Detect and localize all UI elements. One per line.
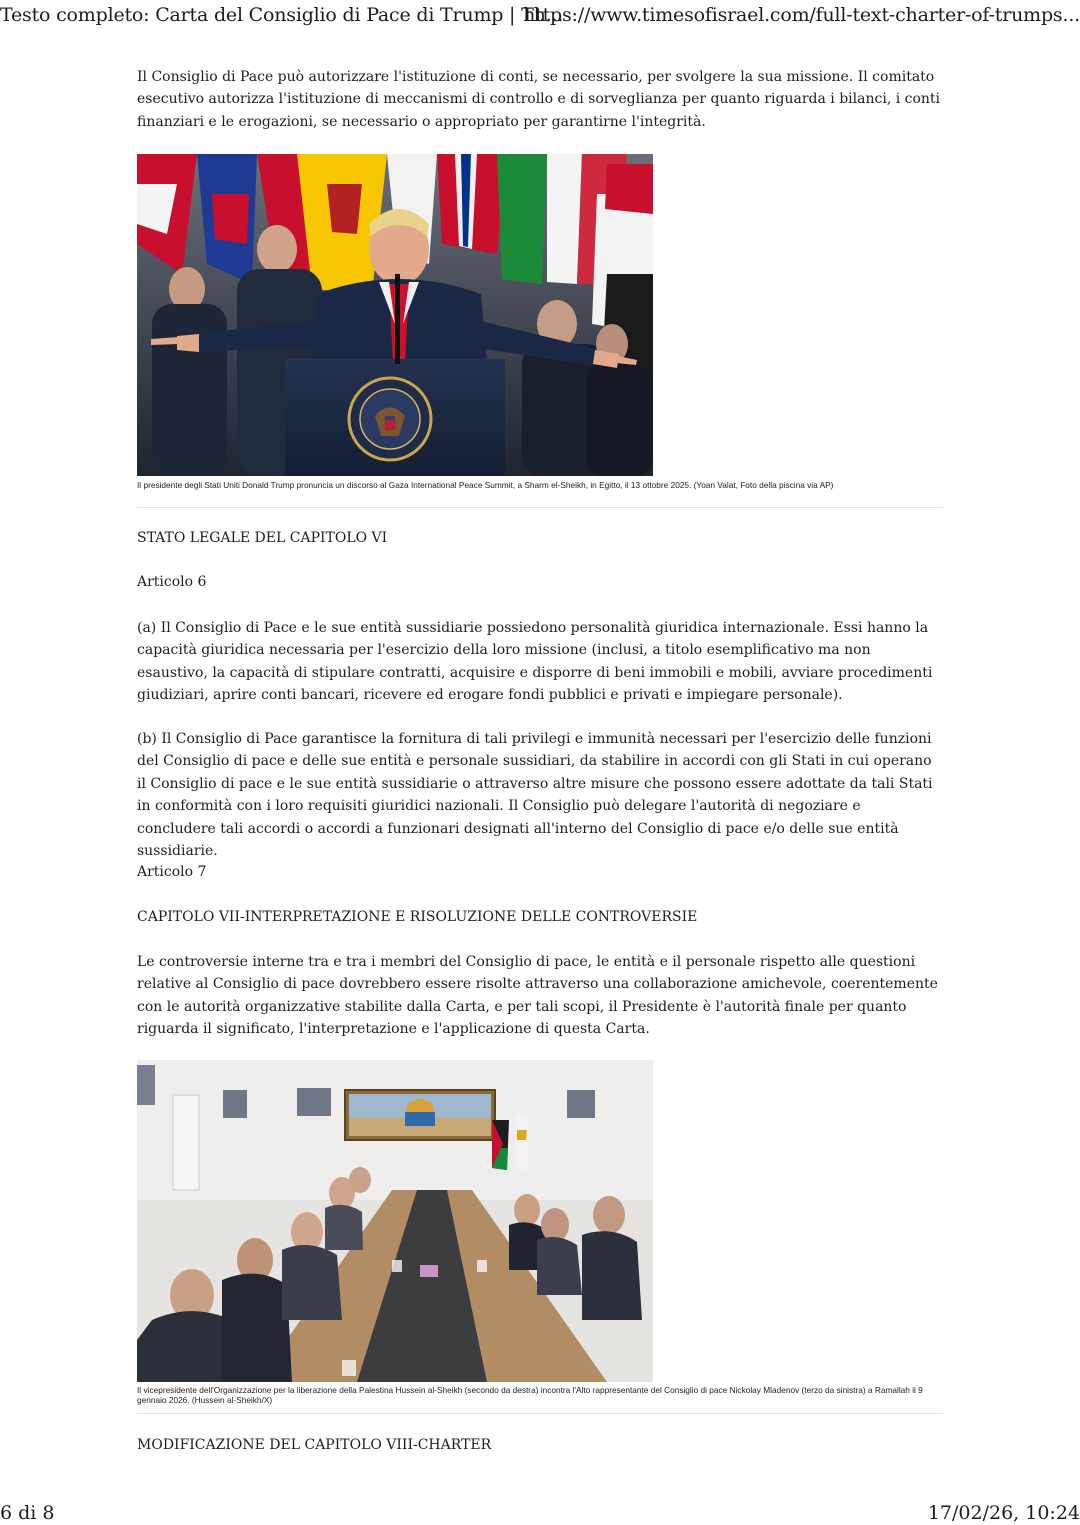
print-datetime: 17/02/26, 10:24: [927, 1502, 1080, 1524]
article-7-heading: Articolo 7: [137, 864, 207, 880]
caption-divider-2: [137, 1413, 943, 1414]
page-header-title: Testo completo: Carta del Consiglio di Pace di Trump | Th...: [0, 4, 564, 26]
photo-caption-2: Il vicepresidente dell'Organizzazione per la liberazione della Palestina Hussein al-Sheikh (secondo da destra) incontra l'Alto rappresentante del Consiglio di pace Nickolay Mladenov (terzo da sinistra) a Ramallah il 9 gennaio 2026. (Hussein al-Sheikh/X): [137, 1385, 923, 1405]
article-7-paragraph: Le controversie interne tra e tra i membri del Consiglio di pace, le entità e il personale rispetto alle questioni relative al Consiglio di pace dovrebbero essere risolte attraverso una collaborazione amichevole, coerentemente con le autorità organizzative stabilite dalla Carta, e per tali scopi, il Presidente è l'autorità finale per quanto riguarda il significato, l'interpretazione e l'applicazione di questa Carta.: [137, 954, 938, 1038]
photo-caption-1: Il presidente degli Stati Uniti Donald Trump pronuncia un discorso al Gaza International Peace Summit, a Sharm el-Sheikh, in Egitto, il 13 ottobre 2025. (Yoan Valat, Foto della piscina via AP): [137, 480, 834, 490]
dome-of-the-rock-painting: [345, 1090, 495, 1140]
article-6-heading: Articolo 6: [137, 574, 207, 590]
chapter-8-heading: MODIFICAZIONE DEL CAPITOLO VIII-CHARTER: [137, 1437, 492, 1453]
article-photo-trump-podium: [137, 154, 653, 476]
article-6-paragraph-b: (b) Il Consiglio di Pace garantisce la fornitura di tali privilegi e immunità necessari per l'esercizio delle funzioni del Consiglio di pace e delle sue entità e personale sussidiari, da stabilire in accordi con gli Stati in cui operano il Consiglio di pace e le sue entità sussidiarie o attraverso altre misure che possono essere adottate da tali Stati in conformità con i loro requisiti giuridici nazionali. Il Consiglio può delegare l'autorità di negoziare e concludere tali accordi o accordi a funzionari designati all'interno del Consiglio di pace e/o delle sue entità sussidiarie.: [137, 731, 933, 860]
page-number: 6 di 8: [0, 1502, 55, 1524]
page-header-url[interactable]: https://www.timesofisrael.com/full-text-charter-of-trumps...: [523, 4, 1080, 26]
presidential-seal-icon: [349, 378, 431, 460]
paragraph-accounts: Il Consiglio di Pace può autorizzare l'istituzione di conti, se necessario, per svolgere la sua missione. Il comitato esecutivo autorizza l'istituzione di meccanismi di controllo e di sorveglianza per quanto riguarda i bilanci, i conti finanziari e le erogazioni, se necessario o appropriato per garantirne l'integrità.: [137, 69, 941, 130]
article-photo-ramallah-meeting: [137, 1060, 653, 1382]
article-6-paragraph-a: (a) Il Consiglio di Pace e le sue entità sussidiarie possiedono personalità giuridica internazionale. Essi hanno la capacità giuridica necessaria per l'esercizio della loro missione (inclusi, a titolo esemplificativo ma non esaustivo, la capacità di stipulare contratti, acquisire e disporre di beni immobili e mobili, avviare procedimenti giudiziari, aprire conti bancari, ricevere ed erogare fondi pubblici e privati e impiegare personale).: [137, 620, 933, 704]
chapter-7-heading: CAPITOLO VII-INTERPRETAZIONE E RISOLUZIONE DELLE CONTROVERSIE: [137, 909, 698, 925]
chapter-6-heading: STATO LEGALE DEL CAPITOLO VI: [137, 530, 388, 546]
caption-divider-1: [137, 507, 943, 508]
